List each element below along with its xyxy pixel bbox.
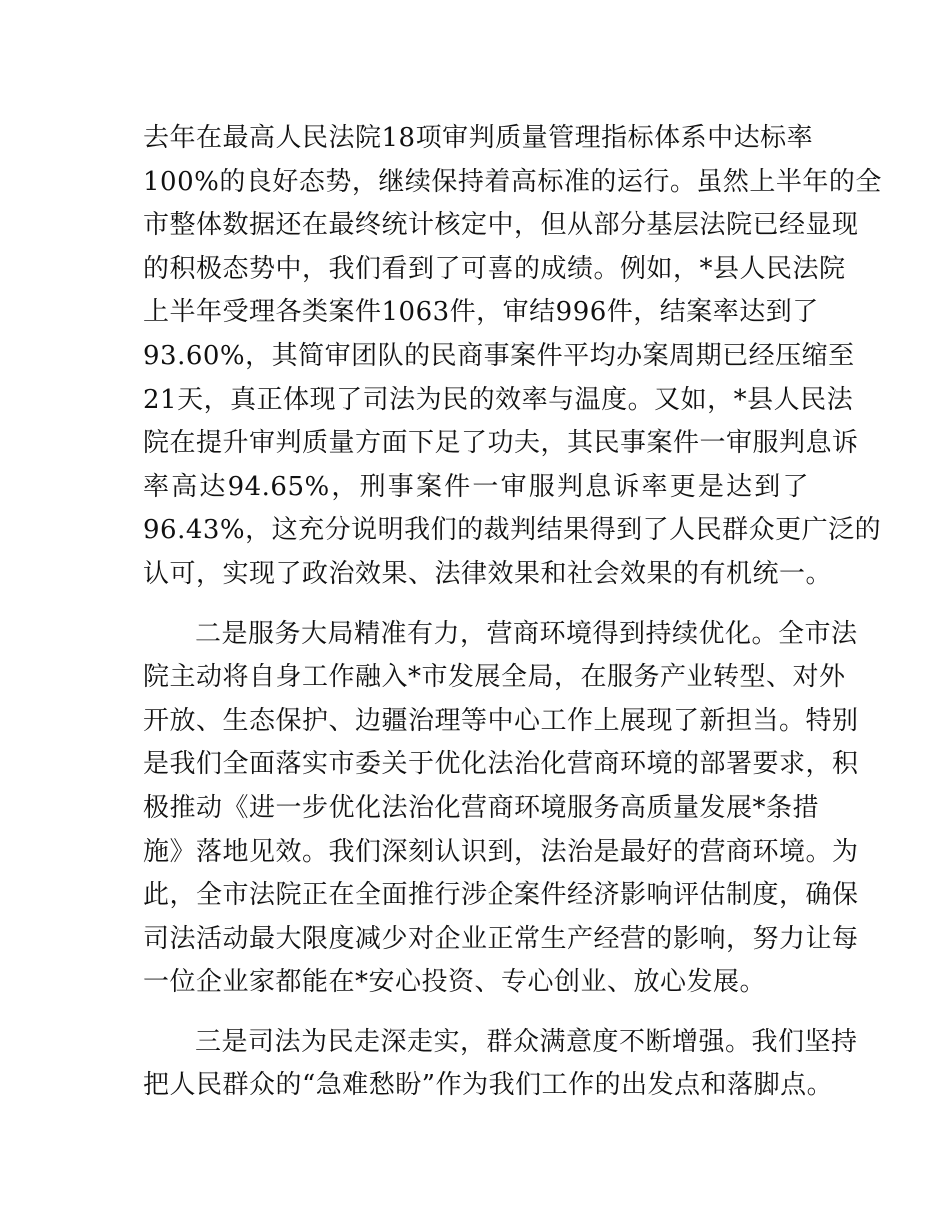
text-line: 100%的良好态势，继续保持着高标准的运行。虽然上半年的全 xyxy=(143,166,882,197)
text-line: 开放、生态保护、边疆治理等中心工作上展现了新担当。特别 xyxy=(143,705,859,736)
text-line: 院主动将自身工作融入*市发展全局，在服务产业转型、对外 xyxy=(143,662,846,693)
text-line: 的积极态势中，我们看到了可喜的成绩。例如，*县人民法院 xyxy=(143,253,846,284)
paragraph-1 xyxy=(143,117,882,597)
text-line: 院在提升审判质量方面下足了功夫，其民事案件一审服判息诉 xyxy=(143,428,859,459)
text-line: 上半年受理各类案件1063件，审结996件，结案率达到了 xyxy=(143,297,819,328)
text-line: 此，全市法院正在全面推行涉企案件经济影响评估制度，确保 xyxy=(143,880,859,911)
text-line: 96.43%，这充分说明我们的裁判结果得到了人民群众更广泛的 xyxy=(143,515,882,546)
text-line: 司法活动最大限度减少对企业正常生产经营的影响，努力让每 xyxy=(143,923,859,954)
text-line: 率高达94.65%，刑事案件一审服判息诉率更是达到了 xyxy=(143,471,809,502)
text-line: 认可，实现了政治效果、法律效果和社会效果的有机统一。 xyxy=(143,558,833,589)
text-line: 施》落地见效。我们深刻认识到，法治是最好的营商环境。为 xyxy=(143,836,859,867)
paragraph-2 xyxy=(143,613,859,1005)
text-line: 93.60%，其简审团队的民商事案件平均办案周期已经压缩至 xyxy=(143,340,855,371)
text-line: 极推动《进一步优化法治化营商环境服务高质量发展*条措 xyxy=(143,792,820,823)
text-line: 三是司法为民走深走实，群众满意度不断增强。我们坚持 xyxy=(195,1026,858,1057)
document-body xyxy=(143,117,882,1124)
text-line: 把人民群众的“急难愁盼”作为我们工作的出发点和落脚点。 xyxy=(143,1070,834,1101)
paragraph-3 xyxy=(143,1021,858,1108)
text-line: 是我们全面落实市委关于优化法治化营商环境的部署要求，积 xyxy=(143,749,859,780)
text-line: 一位企业家都能在*安心投资、专心创业、放心发展。 xyxy=(143,967,767,998)
text-line: 二是服务大局精准有力，营商环境得到持续优化。全市法 xyxy=(195,618,858,649)
text-line: 市整体数据还在最终统计核定中，但从部分基层法院已经显现 xyxy=(143,210,859,241)
text-line: 21天，真正体现了司法为民的效率与温度。又如，*县人民法 xyxy=(143,384,854,415)
text-line: 去年在最高人民法院18项审判质量管理指标体系中达标率 xyxy=(143,123,814,153)
